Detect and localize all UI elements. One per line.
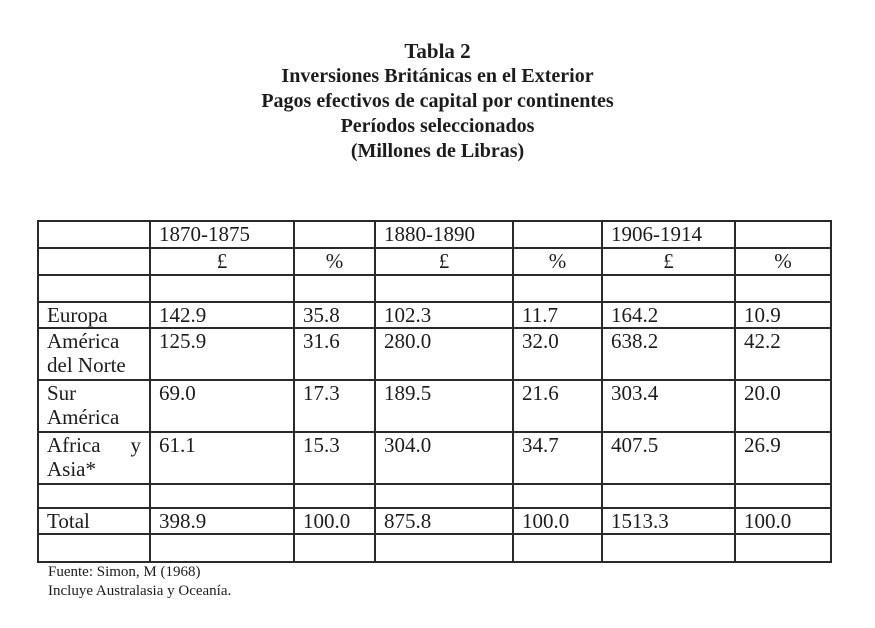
value-cell: 32.0	[513, 328, 602, 380]
empty-cell	[38, 248, 150, 275]
total-value: 100.0	[513, 508, 602, 534]
value-cell: 61.1	[150, 432, 294, 484]
value-cell: 125.9	[150, 328, 294, 380]
table-row	[38, 302, 831, 328]
period-header-row	[38, 221, 831, 248]
total-value: 1513.3	[602, 508, 735, 534]
region-label: América del Norte	[38, 328, 150, 380]
value-cell: 11.7	[513, 302, 602, 328]
value-cell: 35.8	[294, 302, 375, 328]
unit-pound: £	[602, 248, 735, 275]
value-cell: 26.9	[735, 432, 831, 484]
table-row	[38, 328, 831, 380]
value-cell: 34.7	[513, 432, 602, 484]
empty-cell	[294, 221, 375, 248]
value-cell: 304.0	[375, 432, 513, 484]
value-cell: 42.2	[735, 328, 831, 380]
unit-pound: £	[375, 248, 513, 275]
value-cell: 20.0	[735, 380, 831, 432]
total-value: 100.0	[735, 508, 831, 534]
value-cell: 69.0	[150, 380, 294, 432]
empty-cell	[513, 221, 602, 248]
unit-percent: %	[735, 248, 831, 275]
blank-row	[38, 275, 831, 302]
investment-table	[37, 220, 832, 563]
period-1880-1890: 1880-1890	[375, 221, 513, 248]
subtitle-line-3: Períodos seleccionados	[340, 115, 535, 137]
source-note: Fuente: Simon, M (1968)	[48, 564, 201, 580]
total-value: 398.9	[150, 508, 294, 534]
table-row	[38, 432, 831, 484]
value-cell: 303.4	[602, 380, 735, 432]
total-value: 100.0	[294, 508, 375, 534]
value-cell: 102.3	[375, 302, 513, 328]
empty-cell	[735, 221, 831, 248]
total-value: 875.8	[375, 508, 513, 534]
corner-cell	[38, 221, 150, 248]
table-row	[38, 380, 831, 432]
region-label: Sur América	[38, 380, 150, 432]
value-cell: 189.5	[375, 380, 513, 432]
total-label: Total	[38, 508, 150, 534]
table-title: Tabla 2	[404, 39, 471, 63]
value-cell: 15.3	[294, 432, 375, 484]
region-label: Africa y Asia*	[38, 432, 150, 484]
subtitle-line-4: (Millones de Libras)	[350, 140, 525, 162]
unit-pound: £	[150, 248, 294, 275]
value-cell: 17.3	[294, 380, 375, 432]
value-cell: 407.5	[602, 432, 735, 484]
table-caption	[0, 38, 875, 164]
unit-percent: %	[294, 248, 375, 275]
value-cell: 638.2	[602, 328, 735, 380]
value-cell: 164.2	[602, 302, 735, 328]
value-cell: 280.0	[375, 328, 513, 380]
unit-header-row	[38, 248, 831, 275]
value-cell: 31.6	[294, 328, 375, 380]
total-row	[38, 508, 831, 534]
value-cell: 142.9	[150, 302, 294, 328]
period-1906-1914: 1906-1914	[602, 221, 735, 248]
footnote: Incluye Australasia y Oceanía.	[48, 583, 232, 599]
value-cell: 21.6	[513, 380, 602, 432]
unit-percent: %	[513, 248, 602, 275]
table-footer	[48, 563, 231, 601]
region-label: Europa	[38, 302, 150, 328]
subtitle-line-2: Pagos efectivos de capital por continentes	[261, 90, 614, 112]
blank-row	[38, 534, 831, 562]
subtitle-line-1: Inversiones Británicas en el Exterior	[281, 65, 594, 87]
period-1870-1875: 1870-1875	[150, 221, 294, 248]
value-cell: 10.9	[735, 302, 831, 328]
blank-row	[38, 484, 831, 508]
